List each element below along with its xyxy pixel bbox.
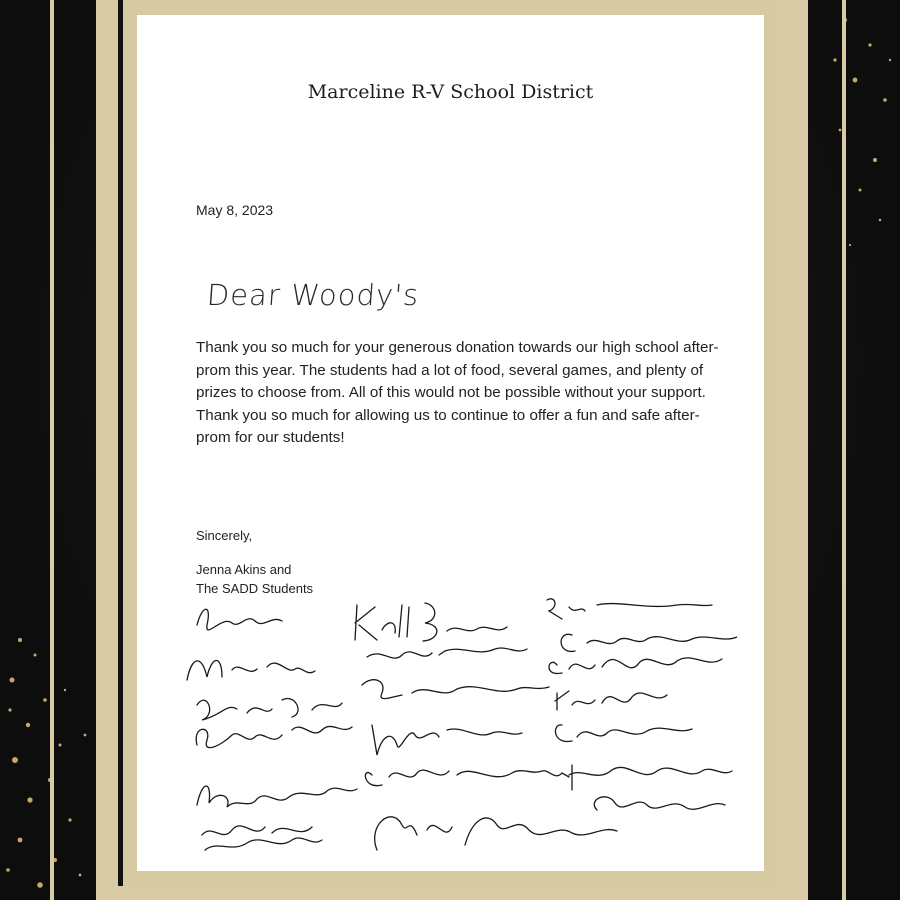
right-gold-stripe xyxy=(842,0,846,900)
left-gold-stripe xyxy=(50,0,54,900)
author-line-2: The SADD Students xyxy=(196,581,314,596)
letter-page xyxy=(137,15,764,871)
district-heading: Marceline R-V School District xyxy=(307,81,594,103)
letter-date: May 8, 2023 xyxy=(196,202,274,218)
letter-body: Thank you so much for your generous donation towards our high school after-prom this year. The students had a lot of food, several games, and plenty of prizes to choose from. All of this would not be possible without your support. Thank you so much for allowing us to continue to offer a fun and safe after-prom for our students! xyxy=(196,339,719,446)
student-signatures xyxy=(177,585,737,855)
author-line-1: Jenna Akins and xyxy=(196,562,292,577)
handwritten-salutation: Dear Woody's xyxy=(205,278,421,312)
letter-closing: Sincerely, xyxy=(196,528,253,543)
